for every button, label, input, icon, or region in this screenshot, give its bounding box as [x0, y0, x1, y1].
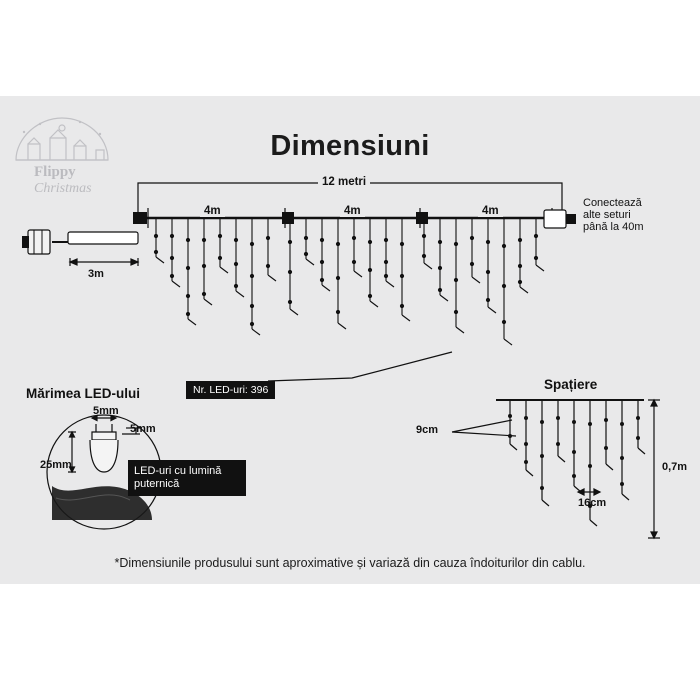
horizontal-spacing-label: 16cm — [578, 497, 607, 509]
logo-line2: Christmas — [34, 181, 92, 196]
segment-label-2: 4m — [340, 205, 365, 217]
connector-note-line1: Conectează — [583, 197, 642, 209]
total-length-label: 12 metri — [318, 176, 370, 188]
spacing-height-label: 0,7m — [662, 461, 688, 473]
led-dim-height: 25mm — [40, 459, 72, 471]
connector-note-line2: alte seturi — [583, 209, 631, 221]
segment-label-1: 4m — [200, 205, 225, 217]
lead-cable-label: 3m — [88, 268, 104, 280]
drop-spacing-label: 9cm — [416, 424, 439, 436]
led-dim-side: 5mm — [130, 423, 156, 435]
logo-line1: Flippy — [34, 164, 76, 180]
led-dim-top: 5mm — [93, 405, 119, 417]
led-caption-line1: LED-uri cu lumină — [134, 465, 222, 477]
led-size-heading: Mărimea LED-ului — [26, 386, 141, 401]
segment-label-3: 4m — [478, 205, 503, 217]
led-caption-line2: puternică — [134, 478, 180, 490]
spacing-heading: Spațiere — [544, 377, 598, 392]
led-count-badge: Nr. LED-uri: 396 — [186, 381, 275, 399]
page-title: Dimensiuni — [270, 130, 430, 162]
footnote: *Dimensiunile produsului sunt aproximative și variază din cauza îndoiturilor din cablu. — [114, 556, 586, 570]
connector-note-line3: până la 40m — [583, 221, 644, 233]
